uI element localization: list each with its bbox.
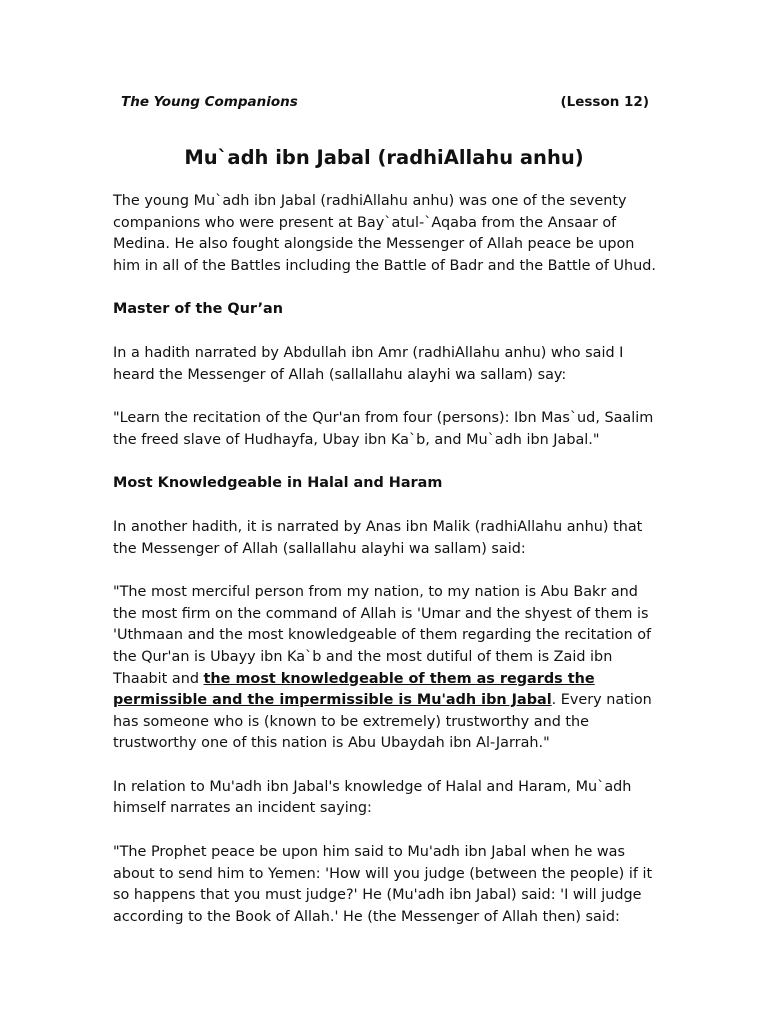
quote-text-after: . Every nation has someone who is (known to be extremely) trustworthy and the trustworthy one of this nation is Abu Ubaydah ibn Al-Jarrah." (113, 692, 652, 752)
halal-hadith-intro: In another hadith, it is narrated by Anas ibn Malik (radhiAllahu anhu) that the Messenger of Allah (sallallahu alayhi wa sallam) said: (113, 518, 643, 557)
quote-text-before: "The most merciful person from my nation, to my nation is Abu Bakr and the most firm on the command of Allah is 'Umar and the shyest of them is 'Uthmaan and the most knowledgeable of them regarding the recitation of the Qur'an is Ubayy ibn Ka`b and the most dutiful of them is Zaid ibn Thaabit and (113, 584, 652, 687)
page-header (121, 94, 649, 110)
quran-hadith-intro: In a hadith narrated by Abdullah ibn Amr (radhiAllahu anhu) who said I heard the Messenger of Allah (sallallahu alayhi wa sallam) say: (113, 344, 624, 383)
page-title: Mu`adh ibn Jabal (radhiAllahu anhu) (184, 146, 584, 169)
section-heading-halal-haram: Most Knowledgeable in Halal and Haram (113, 475, 443, 492)
series-title: The Young Companions (121, 94, 298, 110)
quran-hadith-quote: "Learn the recitation of the Qur'an from four (persons): Ibn Mas`ud, Saalim the freed slave of Hudhayfa, Ubay ibn Ka`b, and Mu`adh ibn Jabal." (113, 410, 654, 448)
intro-paragraph: The young Mu`adh ibn Jabal (radhiAllahu anhu) was one of the seventy companions who were present at Bay`atul-`Aqaba from the Ansaar of Medina. He also fought alongside the Messenger of Allah peace be upon him in all of the Battles including the Battle of Badr and the Battle of Uhud. (113, 193, 656, 274)
quote-emphasis: the most knowledgeable of them as regards the permissible and the impermissible is Mu'adh ibn Jabal (113, 670, 595, 709)
lesson-number: (Lesson 12) (560, 94, 649, 110)
yemen-hadith-quote: "The Prophet peace be upon him said to Mu'adh ibn Jabal when he was about to send him to Yemen: 'How will you judge (between the people) if it so happens that you must judge?' He (Mu'adh ibn Jabal) said: 'I will judge according to the Book of Allah.' He (the Messenger of Allah then) said: (113, 844, 653, 925)
section-heading-quran: Master of the Qur’an (113, 301, 283, 318)
halal-hadith-quote (113, 582, 658, 755)
document-body (113, 191, 658, 950)
muadh-incident-intro: In relation to Mu'adh ibn Jabal's knowledge of Halal and Haram, Mu`adh himself narrates an incident saying: (113, 778, 632, 817)
